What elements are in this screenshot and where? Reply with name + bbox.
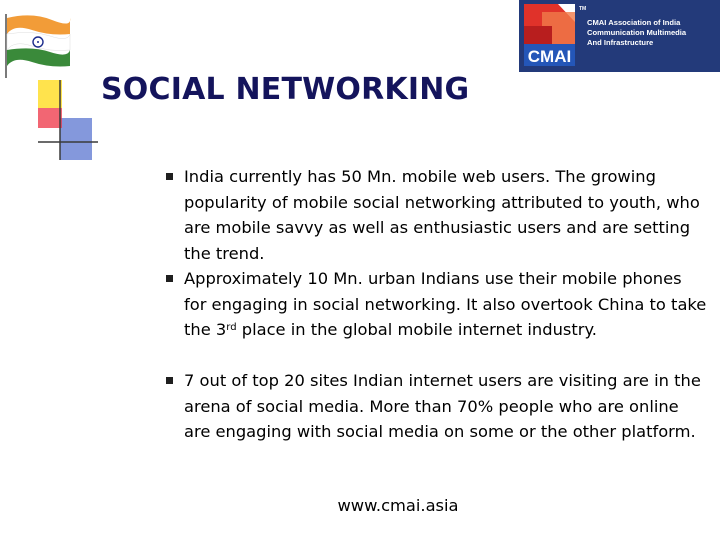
bullet-text-part: Approximately 10 Mn. urban Indians use their mobile phones for engaging in social networking. It also overtook China to take the 3	[184, 269, 707, 339]
logo-text	[587, 18, 686, 48]
logo-trademark: TM	[579, 6, 587, 12]
cmai-logo	[519, 0, 720, 72]
title-decoration	[38, 80, 98, 160]
bullet-square-icon	[166, 377, 173, 384]
logo-line-1: CMAI Association of India	[587, 18, 681, 27]
india-flag-icon	[2, 8, 72, 78]
logo-line-3: And Infrastructure	[587, 38, 654, 47]
bullet-superscript: rd	[226, 322, 237, 333]
footer-url: www.cmai.asia	[337, 496, 459, 515]
logo-line-2: Communication Multimedia	[587, 28, 687, 37]
bullet-text	[184, 266, 709, 343]
bullet-text: India currently has 50 Mn. mobile web users. The growing popularity of mobile social networking attributed to youth, who are mobile savvy as well as enthusiastic users and are setting the trend.	[184, 167, 700, 263]
bullet-square-icon	[166, 275, 173, 282]
slide-title: SOCIAL NETWORKING	[101, 72, 470, 107]
cmai-logo-mark	[524, 4, 575, 66]
bullet-text: 7 out of top 20 sites Indian internet users are visiting are in the arena of social media. More than 70% people who are online are engaging with social media on some or the other platform.	[184, 371, 701, 441]
bullet-square-icon	[166, 173, 173, 180]
bullet-text-part: place in the global mobile internet industry.	[236, 320, 597, 339]
cmai-logo-mark-text: CMAI	[527, 47, 572, 66]
